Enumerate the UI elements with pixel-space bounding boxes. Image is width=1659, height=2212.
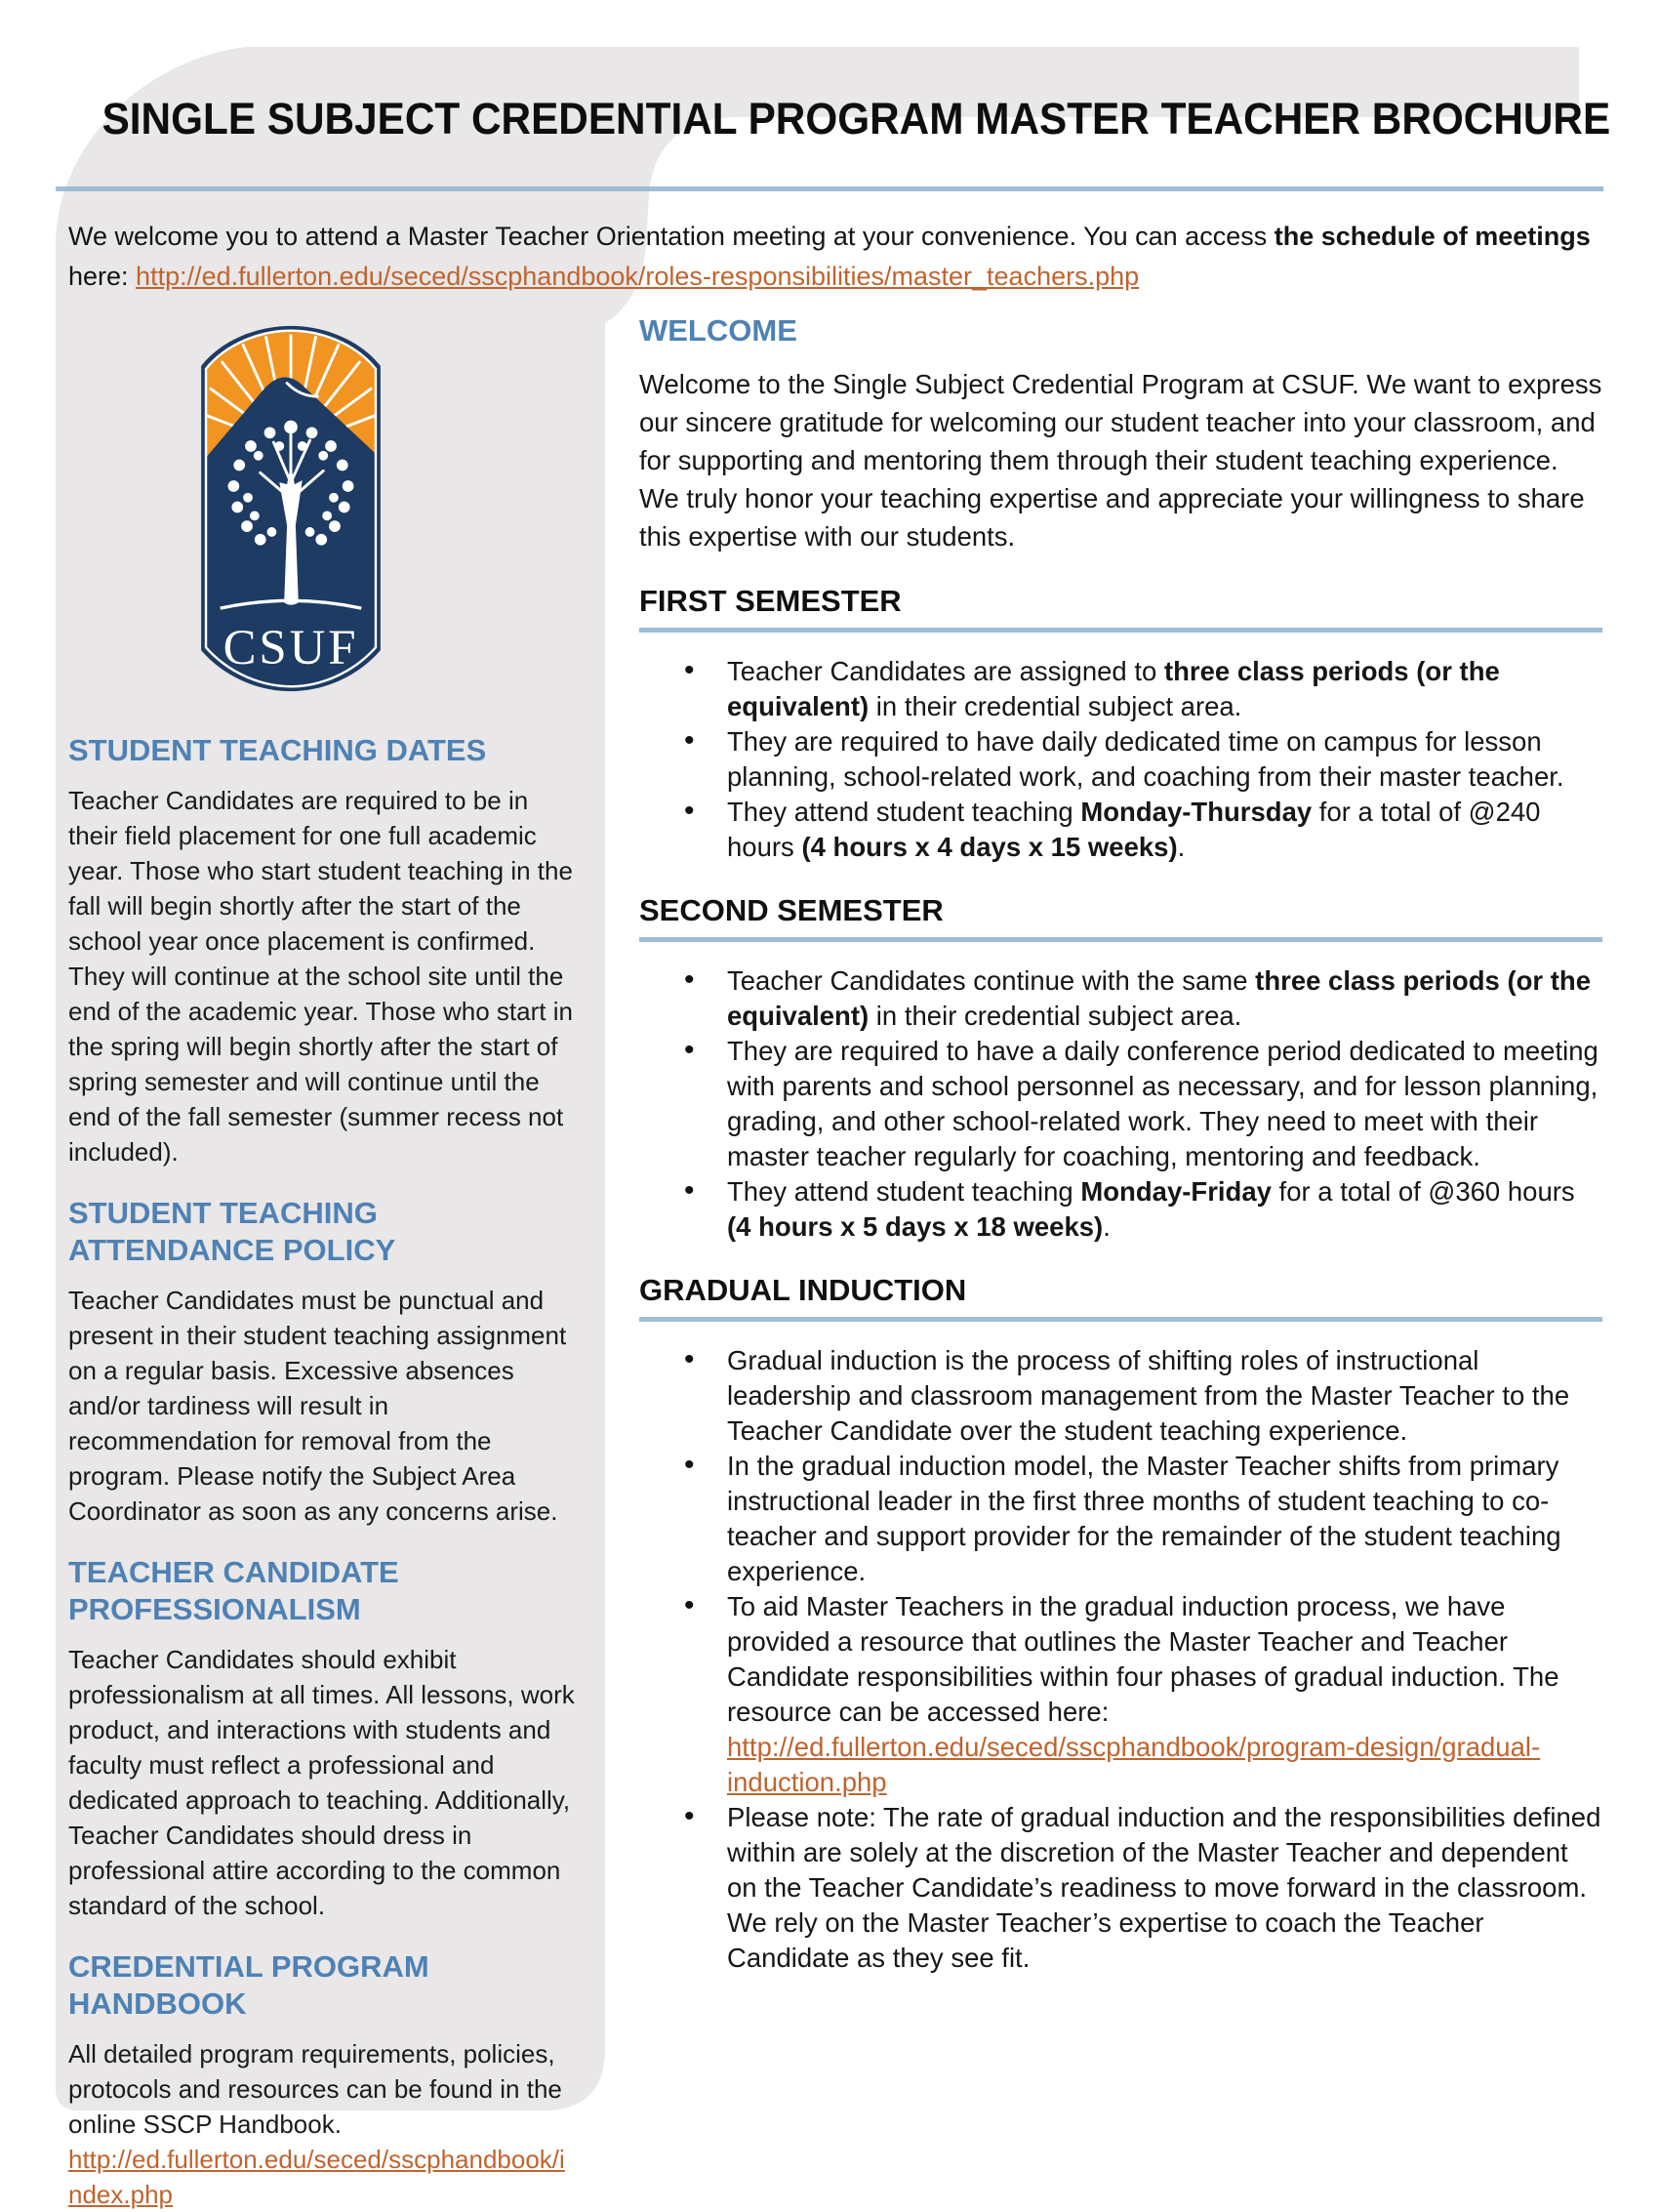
handbook-body: All detailed program requirements, policies, protocols and resources can be found in the online SSCP Handbook. <box>68 2039 562 2139</box>
bullet-text: Teacher Candidates are assigned to <box>727 656 1164 686</box>
bullet-bold-text: three class periods (or the equivalent) <box>727 965 1592 1031</box>
handbook-link[interactable]: http://ed.fullerton.edu/seced/sscphandbook/index.php <box>68 2145 565 2209</box>
bullet-bold-text: (4 hours x 5 days x 18 weeks) <box>727 1211 1104 1242</box>
sidebar-heading-student-teaching-dates: STUDENT TEACHING DATES <box>68 733 487 767</box>
bullet-text: for a total of @240 hours <box>727 797 1541 862</box>
bullet-text: Teacher Candidates continue with the same <box>727 965 1256 996</box>
bullet-bold-text: three class periods (or the equivalent) <box>727 656 1500 721</box>
bullet-text: They attend student teaching <box>727 797 1081 827</box>
bullet-bold-text: (4 hours x 4 days x 15 weeks) <box>801 832 1178 862</box>
list-item <box>639 963 1602 1034</box>
csuf-logo <box>195 320 386 697</box>
bullet-text: They attend student teaching <box>727 1176 1081 1207</box>
bullet-text: They are required to have a daily conference period dedicated to meeting with parents and school personnel as necessary, and for lesson planning, grading, and other school-related work. They need to meet with their master teacher regularly for coaching, mentoring and feedback. <box>727 1036 1598 1171</box>
bullet-text: in their credential subject area. <box>869 1001 1242 1031</box>
list-item <box>639 654 1602 724</box>
list-item <box>639 1449 1602 1589</box>
intro-text-after: here: <box>68 262 137 291</box>
bullet-text: in their credential subject area. <box>869 691 1242 721</box>
list-item <box>639 1034 1602 1174</box>
list-item <box>639 1174 1602 1245</box>
bullet-text: Please note: The rate of gradual induction and the responsibilities defined within are solely at the discretion of the Master Teacher and dependent on the Teacher Candidate’s readiness to move forward in the classroom. We rely on the Master Teacher’s expertise to coach the Teacher Candidate as they see fit. <box>727 1802 1601 1973</box>
list-item <box>639 795 1602 865</box>
bullet-text: for a total of @360 hours <box>1271 1176 1575 1207</box>
gradual-induction-link[interactable]: http://ed.fullerton.edu/seced/sscphandbook/program-design/gradual-induction.php <box>727 1732 1541 1797</box>
main-column <box>639 314 1602 1976</box>
attendance-policy-text: Teacher Candidates must be punctual and present in their student teaching assignment on a regular basis. Excessive absences and/or tardiness will result in recommendation for removal from the program. Please notify the Subject Area Coordinator as soon as any concerns arise. <box>68 1286 567 1526</box>
welcome-text: Welcome to the Single Subject Credential Program at CSUF. We want to express our sincere gratitude for welcoming our student teacher into your classroom, and for supporting and mentoring them through their student teaching experience. We truly honor your teaching expertise and appreciate your willingness to share this expertise with our students. <box>639 369 1602 552</box>
page-title: SINGLE SUBJECT CREDENTIAL PROGRAM MASTER TEACHER BROCHURE <box>101 94 1611 143</box>
professionalism-text: Teacher Candidates should exhibit professionalism at all times. All lessons, work product, and interactions with students and faculty must reflect a professional and dedicated approach to teaching. Additionally, Teacher Candidates should dress in professional attire according to the common standard of the school. <box>68 1645 575 1920</box>
student-teaching-dates-text: Teacher Candidates are required to be in their field placement for one full academic year. Those who start student teaching in the fall will begin shortly after the start of the school year once placement is confirmed. They will continue at the school site until the end of the academic year. Those who start in the spring will begin shortly after the start of spring semester and will continue until the end of the fall semester (summer recess not included). <box>68 786 573 1167</box>
bullet-text: Gradual induction is the process of shifting roles of instructional leadership and classroom management from the Master Teacher to the Teacher Candidate over the student teaching experience. <box>727 1345 1570 1446</box>
bullet-bold-text: Monday-Thursday <box>1080 797 1313 827</box>
first-semester-list <box>639 654 1602 865</box>
bullet-text: . <box>1103 1211 1111 1242</box>
bullet-text: They are required to have daily dedicated time on campus for lesson planning, school-related work, and coaching from their master teacher. <box>727 726 1564 792</box>
sidebar-heading-handbook: CREDENTIAL PROGRAM HANDBOOK <box>68 1949 429 2021</box>
gradual-induction-list <box>639 1343 1602 1976</box>
list-item <box>639 724 1602 795</box>
section-heading-welcome: WELCOME <box>639 313 797 348</box>
sidebar-heading-attendance-policy: STUDENT TEACHING ATTENDANCE POLICY <box>68 1196 396 1267</box>
list-item <box>639 1589 1602 1800</box>
section-heading-first-semester: FIRST SEMESTER <box>639 585 1602 633</box>
intro-text: We welcome you to attend a Master Teacher Orientation meeting at your convenience. You can access <box>68 222 1275 251</box>
bullet-text: . <box>1177 832 1186 862</box>
section-heading-second-semester: SECOND SEMESTER <box>639 894 1602 942</box>
list-item <box>639 1800 1602 1976</box>
intro-bold-text: the schedule of meetings <box>1274 222 1591 251</box>
logo-text: CSUF <box>223 619 359 675</box>
second-semester-list <box>639 963 1602 1245</box>
list-item <box>639 1343 1602 1449</box>
bullet-text: To aid Master Teachers in the gradual induction process, we have provided a resource that outlines the Master Teacher and Teacher Candidate responsibilities within four phases of gradual induction. The resource can be accessed here: <box>727 1591 1559 1727</box>
section-heading-gradual-induction: GRADUAL INDUCTION <box>639 1274 1602 1322</box>
sidebar-heading-professionalism: TEACHER CANDIDATE PROFESSIONALISM <box>68 1555 399 1626</box>
title-underline <box>56 186 1603 191</box>
bullet-bold-text: Monday-Friday <box>1080 1176 1272 1207</box>
intro-paragraph <box>68 217 1591 297</box>
handbook-text <box>68 2036 578 2212</box>
schedule-link[interactable]: http://ed.fullerton.edu/seced/sscphandbook/roles-responsibilities/master_teachers.php <box>136 262 1140 291</box>
sidebar <box>68 732 578 2212</box>
bullet-text: In the gradual induction model, the Master Teacher shifts from primary instructional leader in the first three months of student teaching to co-teacher and support provider for the remainder of the student teaching experience. <box>727 1451 1561 1586</box>
